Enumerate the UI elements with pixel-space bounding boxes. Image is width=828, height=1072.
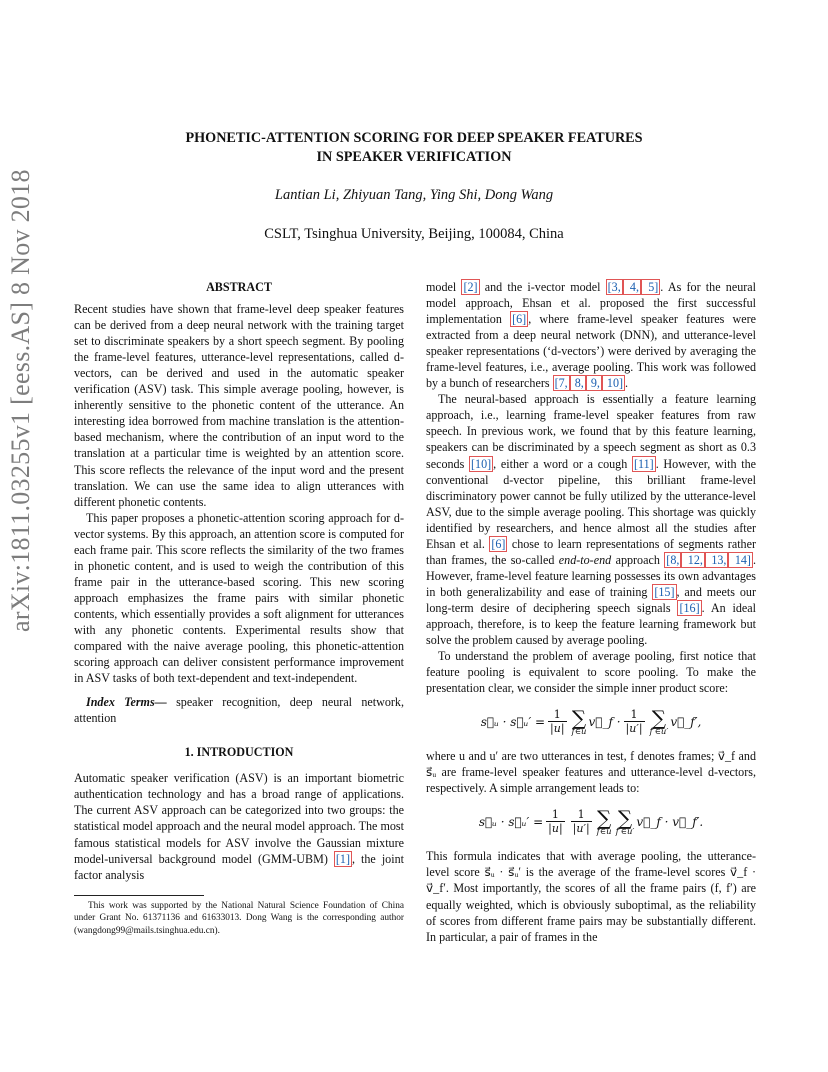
index-terms-text: speaker recognition, deep neural network, attention <box>74 695 404 726</box>
eq2-fraction-uprime <box>571 809 592 835</box>
citation-link[interactable]: 13, <box>706 552 727 567</box>
title-line-2: IN SPEAKER VERIFICATION <box>316 149 512 165</box>
text-run: and the i-vector model <box>479 280 606 294</box>
text-run: chose to learn representations of segments rather than frames, the so-called <box>426 536 756 567</box>
text-run: . <box>625 376 629 391</box>
summation-subscript: f∈u <box>596 826 612 837</box>
text-run: The neural-based approach is essentially a feature learning approach, i.e., learning frame-level speaker features from raw speech. In previous work, we found that by this feature learning, speakers can be discriminated by a speech segment as short as 0.3 seconds <box>426 392 756 471</box>
right-column <box>426 279 756 945</box>
citation-link[interactable]: 8, <box>571 376 584 391</box>
index-terms <box>74 694 404 726</box>
intro-text-b: , the joint factor analysis <box>74 851 404 882</box>
footnote: This work was supported by the National Natural Science Foundation of China under Grant No. 61371136 and 61633013. Dong Wang is the corresponding author (wangdong99@mails.tsinghua.edu.cn). <box>74 900 404 936</box>
citation-link[interactable]: 4, <box>624 280 640 294</box>
citation-link[interactable]: [8, <box>666 552 680 567</box>
eq1-fraction-u <box>548 709 567 735</box>
intro-text-a: Automatic speaker verification (ASV) is an important biometric authentication technology and has a broad range of applications. The current ASV approach can be categorized into two groups: the statistical model approach and the neural model approach. The most famous statistical models for ASV involve the Gaussian mixture model-universal background model (GMM-UBM) <box>74 771 404 866</box>
eq2-lhs: s⃗ᵤ · s⃗ᵤ′ = <box>478 815 544 830</box>
fraction-denominator: |u| <box>548 822 563 836</box>
summation-symbol: ∑ f∈u <box>571 705 587 737</box>
text-run: approach <box>611 552 665 567</box>
summation-symbol: ∑ f∈u <box>596 805 612 837</box>
right-paragraph-2 <box>426 391 756 648</box>
right-paragraph-5: This formula indicates that with average pooling, the utterance-level score s⃗ᵤ · s⃗ᵤ′ is the average of the frame-level scores v⃗_f · v⃗_f′. Most importantly, the scores of all the frame pairs (f, f′) are equally weighted, which is obviously suboptimal, as the reliability of scores from different frame pairs may be substantially different. In particular, a pair of frames in the <box>426 849 756 944</box>
abstract-heading: ABSTRACT <box>206 280 272 294</box>
text-run: , and meets our long-term desire of deciphering speech signals <box>426 584 756 615</box>
summation-subscript: f′∈u′ <box>649 726 669 737</box>
abstract-paragraph-2: This paper proposes a phonetic-attention scoring approach for d-vector systems. By this approach, an attention score is computed for each frame pair. This score reflects the similarity of the two frames in phonetic content, and is used to weigh the contribution of this frame pair in the utterance-based scoring. This new scoring approach emphasizes the frame pairs with similar phonetic contents, which essentially provides a soft alignment for utterances with any phonetic contents. Experimental results show that compared with the naive average pooling, this phonetic-attention scoring approach can deliver consistent performance improvement in ASV tasks of both text-dependent and text-independent. <box>74 510 404 686</box>
citation-link[interactable]: [16] <box>679 600 700 615</box>
right-paragraph-4: where u and u′ are two utterances in test, f denotes frames; v⃗_f and s⃗ᵤ are frame-level speaker features and utterance-level d-vectors, respectively. A simple arrangement leads to: <box>426 749 756 796</box>
citation-link[interactable]: [1] <box>335 851 350 866</box>
abstract-paragraph-1: Recent studies have shown that frame-level deep speaker features can be derived from a deep neural network with the training target set to discriminate speakers by a short speech segment. By pooling the frame-level features, utterance-level representations, called d-vectors, can be derived and used in the automatic speaker verification (ASV) task. This simple average pooling, however, is inherently sensitive to the phonetic content of the utterance. An interesting idea borrowed from machine translation is the attention-based mechanism, where the contribution of an input word to the translation at a particular time is weighted by an attention score. This score reflects the relevance of the input word and the present translation. We can use the same idea to align utterances with different phonetic contents. <box>74 302 404 509</box>
right-paragraph-3: To understand the problem of average pooling, first notice that feature pooling is equivalent to score pooling. To make the presentation clear, we consider the simple inner product score: <box>426 649 756 696</box>
citation-link[interactable]: [6] <box>491 536 506 551</box>
index-terms-dash: — <box>154 695 167 710</box>
eq2-fraction-u <box>546 809 565 835</box>
citation-link[interactable]: [3, <box>607 280 621 294</box>
summation-symbol: ∑ f′∈u′ <box>649 705 669 737</box>
text-run: . However, with the conventional d-vector pipeline, this brilliant frame-level discriminatory power cannot be fully utilized by the utterance-level ASV, due to the simple average pooling. This shortage was quickly identified by researchers, and hence almost all the studies after Ehsan et al. <box>426 456 757 551</box>
eq1-term-vf: v⃗_f · <box>588 715 621 730</box>
affiliation: CSLT, Tsinghua University, Beijing, 100084, China <box>264 226 564 242</box>
text-run: model <box>426 280 462 294</box>
footnote-divider <box>74 895 204 896</box>
citation-link[interactable]: [10] <box>471 456 492 471</box>
title-line-1: PHONETIC-ATTENTION SCORING FOR DEEP SPEAKER FEATURES <box>185 130 643 146</box>
fraction-numerator: 1 <box>553 708 561 722</box>
equation-1 <box>426 702 756 742</box>
author-list: Lantian Li, Zhiyuan Tang, Ying Shi, Dong Wang <box>274 187 554 203</box>
eq1-fraction-uprime <box>624 709 645 735</box>
citation-link[interactable]: [11] <box>633 456 654 471</box>
citation-link[interactable]: 10] <box>603 376 624 391</box>
summation-symbol: ∑ f′∈u′ <box>615 805 635 837</box>
fraction-denominator: |u′| <box>625 722 643 736</box>
index-terms-label: Index Terms <box>86 695 155 710</box>
eq1-term-vfp: v⃗_f′, <box>670 715 702 730</box>
citation-link[interactable]: 5] <box>643 280 659 294</box>
text-run: . An ideal approach, therefore, is to keep the feature learning framework but solve the problem caused by average pooling. <box>426 600 756 648</box>
fraction-denominator: |u′| <box>572 822 590 836</box>
text-run: , either a word or a cough <box>493 456 632 471</box>
citation-link[interactable]: [6] <box>512 312 527 327</box>
fraction-numerator: 1 <box>630 708 638 722</box>
introduction-heading: 1. INTRODUCTION <box>184 745 294 760</box>
text-run: . As for the neural model approach, Ehsan et al. proposed the first successful implementation <box>426 280 756 327</box>
text-run: . However, frame-level feature learning possesses its own advantages in both generalizability and ease of training <box>426 552 756 599</box>
paper-title <box>60 129 768 167</box>
citation-link[interactable]: 9, <box>587 376 600 391</box>
equation-2 <box>426 802 756 842</box>
citation-link[interactable]: 12, <box>683 552 703 567</box>
citation-link[interactable]: [15] <box>654 584 675 599</box>
citation-link[interactable]: 14] <box>730 552 751 567</box>
emphasis-text: end-to-end <box>558 552 612 567</box>
summation-subscript: f′∈u′ <box>615 826 635 837</box>
right-paragraph-1 <box>426 279 756 391</box>
fraction-numerator: 1 <box>551 808 559 822</box>
fraction-denominator: |u| <box>550 722 565 736</box>
fraction-numerator: 1 <box>577 808 585 822</box>
arxiv-identifier: arXiv:1811.03255v1 [eess.AS] 8 Nov 2018 <box>6 169 35 632</box>
introduction-paragraph-1 <box>74 770 404 882</box>
left-column <box>74 279 404 937</box>
summation-subscript: f∈u <box>571 726 587 737</box>
text-run: , where frame-level speaker features were extracted from a deep neural network (DNN), and utterance-level speaker representations (‘d-vectors’) were derived by averaging the frame-level features, i.e., average pooling. This work was followed by a bunch of researchers <box>426 312 756 391</box>
eq2-body: v⃗_f · v⃗_f′. <box>636 815 704 830</box>
citation-link[interactable]: [7, <box>554 376 568 391</box>
citation-link[interactable]: [2] <box>463 280 478 294</box>
eq1-lhs: s⃗ᵤ · s⃗ᵤ′ = <box>480 715 546 730</box>
